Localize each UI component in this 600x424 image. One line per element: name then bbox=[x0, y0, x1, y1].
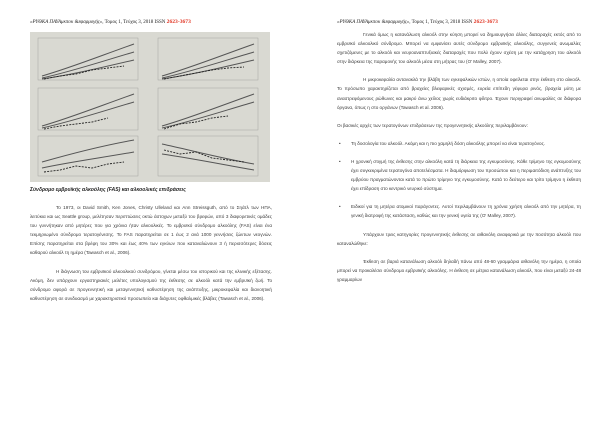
left-body-text bbox=[30, 203, 272, 312]
paragraph: Η διάγνωση του εμβρυϊκού αλκοολικού συνδρόμου, γίνεται μέσω του ιστορικού και της κλινικής εξέτασης. Ακόμη, δεν υπάρχουν εργαστηριακές μελέτες υπολογισμού της έκθεσης σε αλκοόλ κατά την εμβρυϊκή ζωή. Το σύνδρομο αφορά σε προγεννητική και μεταγεννητική καθυστέρηση της ανάπτυξης, μικροκεφαλία και διανοητική καθυστέρηση σε συνδυασμό με χαρακτηριστικό προσωπείο και διάχυτες οφθαλμικές βλάβες (Tawasch et al., 2006). bbox=[30, 268, 272, 301]
bullet-list bbox=[337, 139, 581, 221]
growth-charts-image bbox=[30, 32, 270, 182]
paragraph: Έκθεση σε βαριά κατανάλωση αλκοόλ δηλαδή πάνω από 48-60 γραμμάρια αιθανόλη την ημέρα, η οποία μπορεί να προκαλέσει σύνδρομο εμβρυϊκής αλκοόλης. Η έκθεση σε μέτρια κατανάλωση αλκοόλ, που είναι μεταξύ 24-48 γραμμαρίων bbox=[337, 258, 581, 282]
growth-charts-figure bbox=[30, 32, 270, 182]
issn-label: ISSN bbox=[461, 20, 473, 25]
right-body-text bbox=[337, 30, 581, 293]
paragraph: Υπάρχουν τρεις κατηγορίες προγεννητικής έκθεσης σε αιθανόλη αναφορικά με την ποσότητα αλκοόλ που καταναλώθηκε: bbox=[337, 231, 581, 246]
page-header: «ΡΥΘΚΑ ΠΑΥΑμκποκ &εφαρμογής», Τομος 1, Τεύχος 3, 2018 ISSN 2623-3673 bbox=[337, 19, 498, 25]
list-item: • Ειδικοί για τη μητέρα ατομικοί παράγοντες. Αυτοί περιλαμβάνουν τη χρόνια χρήση αλκοόλ από την μητέρα, τη γενική διατροφή της κατάσταση, καθώς και την γενική υγεία της (O' Malley, 2007). bbox=[348, 202, 581, 220]
issn-label: ISSN bbox=[154, 20, 166, 25]
paragraph: Οι βασικές αρχές των τερατογόνων επιδράσεων της προγεννητικής αλκοόλης περιλαμβάνουν: bbox=[337, 122, 528, 128]
journal-title: «ΡΥΘΚΑ ΠΑΥΑμκποκ &εφαρμογής» bbox=[30, 20, 103, 25]
issue-info: Τομος 1, Τεύχος 3, 2018 bbox=[104, 20, 154, 25]
issn-number: 2623-3673 bbox=[473, 19, 498, 25]
paragraph: Το 1973, οι David Smith, Ken Jones, Christy Ulleland και Ann Streissguth, από το Σηάτλ των ΗΠΑ, λειτύκια και ως Seattle group, μελέτησαν περιπτώσεις οκτώ άστοχων μεταξύ του βρεφών, από 3 διαφορετικές ομάδες του γυννήτηκαν από μητέρες που για χρόνια ήταν αλκοολικές. Το εμβρυϊκό σύνδρομο αλκοόλης (FAS) είναι ένα τεκμηριωμένο σύνδρομο τερατογένεσης. Το FAS παρατηρείται σε 1 έως 2 ανά 1000 γεννήσεις ζώντων νεογνών. Επίσης παρατηρείται στα βρέφη του 30% και έως 40% των εγκύων που καταναλώνουν 3 ή περισσότερες δόσεις καθαρού αλκοόλ τη ημέρα (Tawasch et al., 2006). bbox=[30, 205, 272, 256]
right-page bbox=[300, 0, 600, 424]
paragraph: Γενικά όμως η κατανάλωση αλκοόλ στην κύηση μπορεί να δημιουργήσει άλλες διαταραχές εκτός από το εμβρυϊκό αλκοολικό σύνδρομο. Μπορεί να εμφανίσει αυτές σύνδρομο εμβρυϊκής αλκοόλης, συγγενείς ανωμαλίες σχετιζόμενες με το αλκοόλ και νευροαναπτυξιακές διαταραχές που πολύ έχουν σχέση με την κατάχρηση του αλκοόλ στην διάρκεια της παραμονής του αλκοόλ μέσα στη μήτρας του (O' Malley, 2007). bbox=[337, 32, 581, 65]
paragraph: Η μικροκεφαλία αντανακλά την βλάβη των εγκεφαλικών ιστών, η οποία οφείλεται στην έκθεση στο αλκοόλ. Το πρόσωπο χαρακτηρίζεται από βραχείες βλεφαρικές σχισμές, ευρεία επίπεδη γέφυρα ρινός, βραχεία μύτη με αναστρεφόμενους ρώθωνες και μακρύ άνω χείλος χωρίς ευδιάκριτο φίλτρο. Έχουν περιγραφεί ανωμαλίες σε διάφορα όργανα, όπως η στο οργάνων (Tawasch et al. 2006). bbox=[337, 77, 581, 110]
list-item: • Η χρονική στιγμή της έκθεσης στην αλκοόλη κατά τη διάρκεια της εγκυμοσύνης. Κάθε τρίμηνο της εγκυμοσύνης έχει συγκεκριμένα τερατογόνα αποτελέσματα. Η διαμόρφωση του προσώπου και η περιμαιτόδιση ανάπτυξης του εμβρύου πραγματώνονται κατά το πρώτο τρίμηνο της εγκυμοσύνης. Κατά το δεύτερο και τρίτο τρίμηνο η έκθεση έχει επίδραση στο κεντρικό νευρικό σύστημα. bbox=[348, 157, 581, 193]
figure-caption: Σύνδρομο εμβρυϊκής αλκοόλης (FAS) και αλκοολικές επιδράσεις bbox=[30, 187, 186, 193]
issue-info: Τομος 1, Τεύχος 3, 2018 bbox=[411, 20, 461, 25]
list-item: • Τη δοσολογία του αλκοόλ. Ακόμη και η πιο χαμηλή δόση αλκοόλης μπορεί να είναι τερατογόνος. bbox=[348, 139, 581, 148]
page-header: «ΡΥΘΚΑ ΠΑΥΑμκποκ &εφαρμογής», Τομος 1, Τεύχος 3, 2018 ISSN 2623-3673 bbox=[30, 19, 191, 25]
issn-number: 2623-3673 bbox=[166, 19, 191, 25]
journal-title: «ΡΥΘΚΑ ΠΑΥΑμκποκ &εφαρμογής» bbox=[337, 20, 410, 25]
